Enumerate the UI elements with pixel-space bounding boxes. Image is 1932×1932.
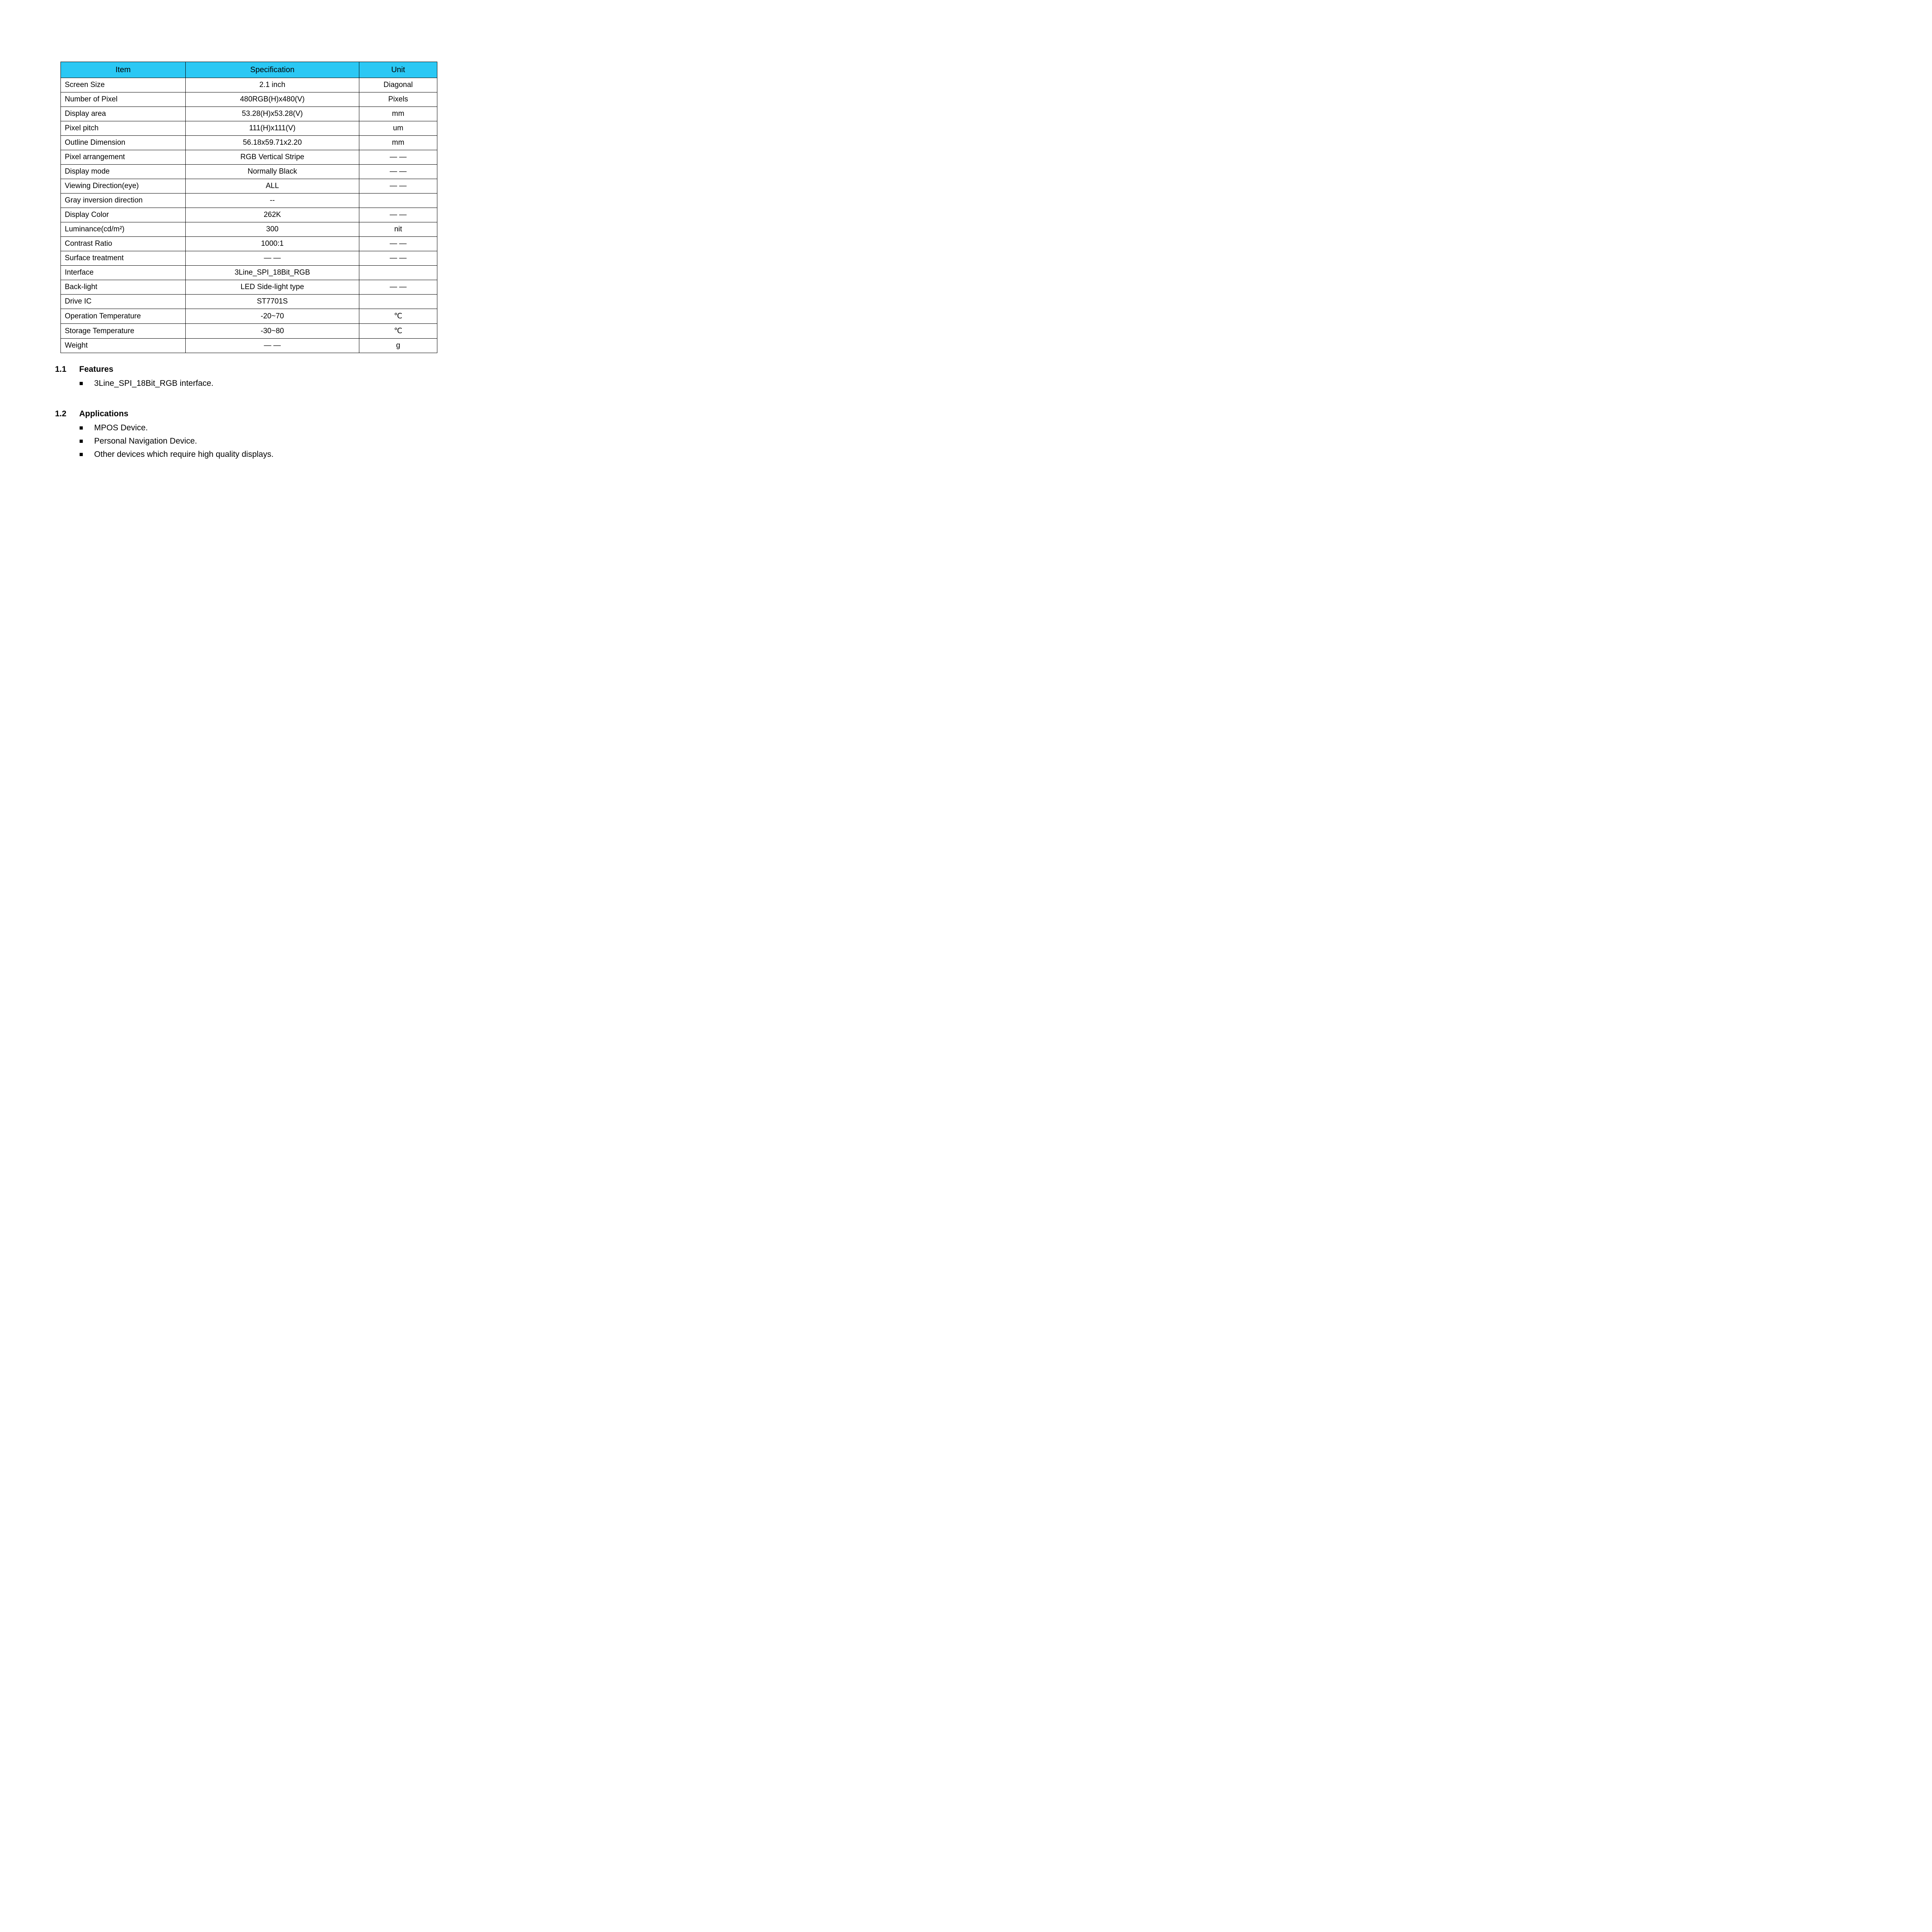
cell-specification: 480RGB(H)x480(V) <box>186 92 359 107</box>
cell-unit <box>359 194 437 208</box>
cell-item: Contrast Ratio <box>61 237 186 251</box>
cell-item: Operation Temperature <box>61 309 186 324</box>
table-row <box>61 165 437 179</box>
list-item <box>79 379 441 388</box>
cell-specification: 1000:1 <box>186 237 359 251</box>
table-row <box>61 150 437 165</box>
table-row <box>61 324 437 339</box>
bullet-text: Personal Navigation Device. <box>94 437 197 446</box>
table-row <box>61 222 437 237</box>
cell-unit: mm <box>359 107 437 121</box>
applications-title: Applications <box>79 409 129 418</box>
spec-table <box>60 62 437 353</box>
applications-number: 1.2 <box>55 409 67 418</box>
features-heading <box>55 365 441 374</box>
document-page <box>0 0 483 483</box>
table-row <box>61 309 437 324</box>
table-row <box>61 266 437 280</box>
bullet-square-icon: ■ <box>79 424 83 432</box>
bullet-square-icon: ■ <box>79 451 83 458</box>
cell-specification: 53.28(H)x53.28(V) <box>186 107 359 121</box>
cell-specification: — — <box>186 251 359 266</box>
cell-unit: g <box>359 339 437 353</box>
table-row <box>61 251 437 266</box>
section-applications <box>55 409 441 459</box>
cell-unit: — — <box>359 208 437 222</box>
applications-bullet-list <box>60 423 441 459</box>
cell-specification: 300 <box>186 222 359 237</box>
table-row <box>61 295 437 309</box>
bullet-square-icon: ■ <box>79 380 83 387</box>
bullet-square-icon: ■ <box>79 437 83 445</box>
cell-unit <box>359 295 437 309</box>
list-item <box>79 423 441 433</box>
cell-unit: Diagonal <box>359 78 437 92</box>
table-row <box>61 179 437 194</box>
list-item <box>79 437 441 446</box>
features-number: 1.1 <box>55 365 67 374</box>
cell-specification: 111(H)x111(V) <box>186 121 359 136</box>
features-title: Features <box>79 365 114 374</box>
cell-item: Interface <box>61 266 186 280</box>
cell-item: Viewing Direction(eye) <box>61 179 186 194</box>
cell-item: Luminance(cd/m²) <box>61 222 186 237</box>
bullet-text: 3Line_SPI_18Bit_RGB interface. <box>94 379 214 388</box>
table-row <box>61 107 437 121</box>
cell-specification: 262K <box>186 208 359 222</box>
table-header-row <box>61 62 437 78</box>
cell-unit: ℃ <box>359 324 437 339</box>
table-row <box>61 121 437 136</box>
header-cell-item: Item <box>61 62 186 78</box>
cell-specification: 2.1 inch <box>186 78 359 92</box>
cell-item: Display area <box>61 107 186 121</box>
cell-item: Drive IC <box>61 295 186 309</box>
bullet-text: MPOS Device. <box>94 423 148 432</box>
cell-item: Gray inversion direction <box>61 194 186 208</box>
cell-unit: — — <box>359 179 437 194</box>
cell-item: Pixel arrangement <box>61 150 186 165</box>
cell-specification: -- <box>186 194 359 208</box>
cell-specification: RGB Vertical Stripe <box>186 150 359 165</box>
spec-table-body <box>61 78 437 353</box>
cell-unit: — — <box>359 150 437 165</box>
cell-specification: 3Line_SPI_18Bit_RGB <box>186 266 359 280</box>
cell-item: Number of Pixel <box>61 92 186 107</box>
table-row <box>61 237 437 251</box>
bullet-text: Other devices which require high quality displays. <box>94 450 274 459</box>
cell-item: Outline Dimension <box>61 136 186 150</box>
cell-unit: mm <box>359 136 437 150</box>
cell-item: Weight <box>61 339 186 353</box>
table-row <box>61 136 437 150</box>
cell-unit: — — <box>359 280 437 295</box>
document-content <box>55 62 441 463</box>
cell-specification: ALL <box>186 179 359 194</box>
cell-item: Display Color <box>61 208 186 222</box>
cell-specification: -20~70 <box>186 309 359 324</box>
cell-item: Surface treatment <box>61 251 186 266</box>
cell-item: Screen Size <box>61 78 186 92</box>
table-row <box>61 280 437 295</box>
table-row <box>61 92 437 107</box>
cell-specification: Normally Black <box>186 165 359 179</box>
cell-item: Back-light <box>61 280 186 295</box>
cell-unit: — — <box>359 237 437 251</box>
cell-item: Display mode <box>61 165 186 179</box>
cell-unit: um <box>359 121 437 136</box>
applications-heading <box>55 409 441 419</box>
cell-specification: LED Side-light type <box>186 280 359 295</box>
cell-item: Pixel pitch <box>61 121 186 136</box>
section-features <box>55 365 441 388</box>
features-bullet-list <box>60 379 441 388</box>
list-item <box>79 450 441 459</box>
cell-specification: ST7701S <box>186 295 359 309</box>
cell-unit <box>359 266 437 280</box>
cell-unit: — — <box>359 251 437 266</box>
cell-unit: Pixels <box>359 92 437 107</box>
table-row <box>61 208 437 222</box>
header-cell-unit: Unit <box>359 62 437 78</box>
cell-specification: — — <box>186 339 359 353</box>
table-row <box>61 78 437 92</box>
cell-unit: — — <box>359 165 437 179</box>
table-row <box>61 194 437 208</box>
cell-specification: -30~80 <box>186 324 359 339</box>
table-row <box>61 339 437 353</box>
cell-unit: ℃ <box>359 309 437 324</box>
cell-item: Storage Temperature <box>61 324 186 339</box>
cell-unit: nit <box>359 222 437 237</box>
cell-specification: 56.18x59.71x2.20 <box>186 136 359 150</box>
header-cell-specification: Specification <box>186 62 359 78</box>
